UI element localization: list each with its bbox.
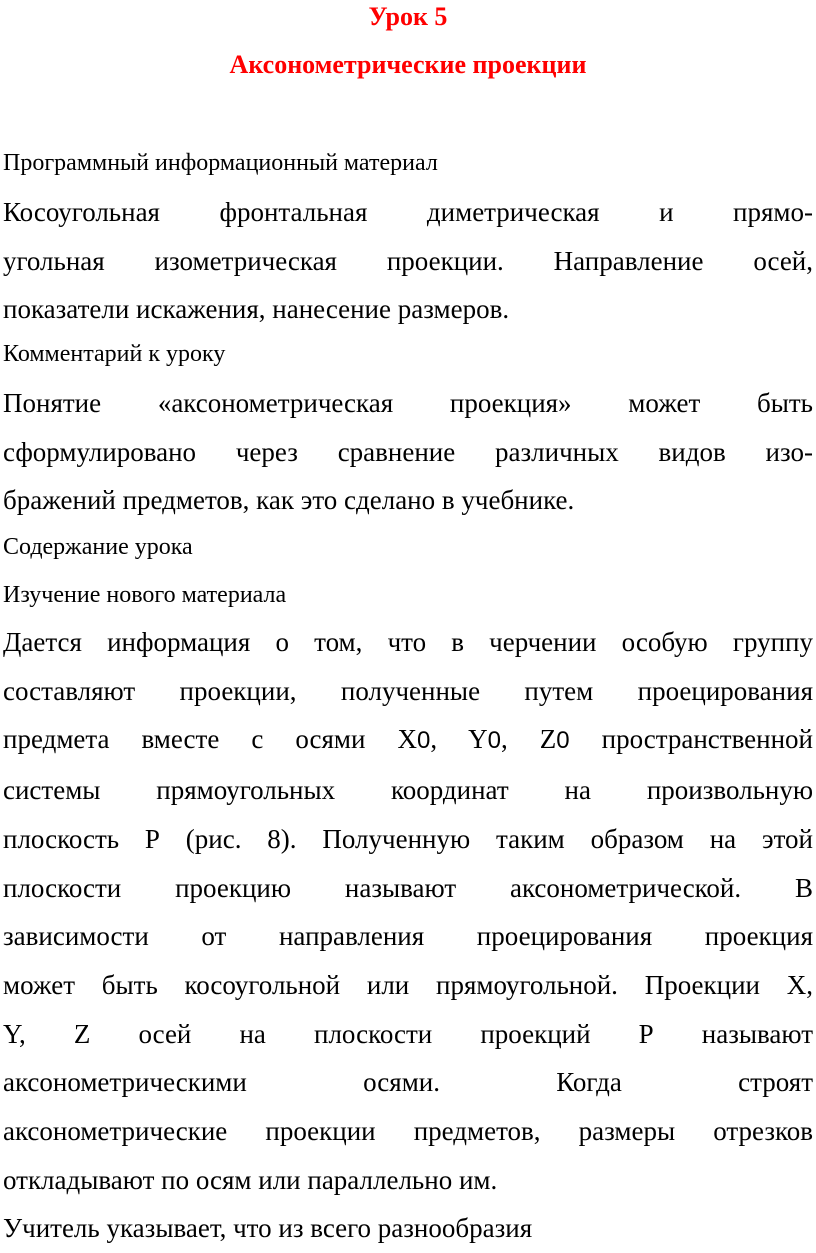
axes-text-1: предмета вместе с осями X bbox=[3, 724, 417, 755]
paragraph-line: Y, Z осей на плоскости проекций Р называют bbox=[3, 1018, 813, 1049]
paragraph-content bbox=[3, 618, 813, 1253]
paragraph-line: аксонометрические проекции предметов, размеры отрезков bbox=[3, 1116, 813, 1147]
paragraph-line: Понятие «аксонометрическая проекция» может быть bbox=[3, 388, 813, 418]
paragraph-line: составляют проекции, полученные путем проецирования bbox=[3, 675, 813, 706]
paragraph-line: Дается информация о том, что в черчении особую группу bbox=[3, 627, 813, 657]
paragraph-comment bbox=[3, 379, 813, 525]
lesson-subtitle: Аксонометрические проекции bbox=[229, 50, 587, 79]
axis-index: 0 bbox=[556, 727, 570, 755]
section-heading-content: Содержание урока bbox=[3, 534, 193, 560]
axes-text-2: , Y bbox=[430, 724, 488, 755]
paragraph-line: Учитель указывает, что из всего разнообразия bbox=[3, 1213, 533, 1244]
paragraph-line: плоскость Р (рис. 8). Полученную таким образом на этой bbox=[3, 823, 813, 854]
paragraph-line: аксонометрическими осями. Когда строят bbox=[3, 1067, 813, 1098]
paragraph-line: угольная изометрическая проекции. Направление осей, bbox=[3, 245, 813, 276]
axis-index: 0 bbox=[416, 727, 431, 755]
paragraph-line: зависимости от направления проецирования проекция bbox=[3, 921, 813, 952]
axes-text-4: пространственной bbox=[569, 724, 814, 755]
axes-text-3: , Z bbox=[500, 724, 557, 755]
paragraph-line: откладывают по осям или параллельно им. bbox=[3, 1164, 498, 1195]
lesson-title: Урок 5 bbox=[368, 2, 448, 31]
paragraph-line: плоскости проекцию называют аксонометрической. В bbox=[3, 872, 813, 903]
paragraph-line: показатели искажения, нанесение размеров. bbox=[3, 294, 510, 325]
paragraph-line: системы прямоугольных координат на произвольную bbox=[3, 775, 813, 806]
paragraph-line: может быть косоугольной или прямоугольной. Проекции X, bbox=[3, 969, 813, 1000]
paragraph-line: бражений предметов, как это сделано в учебнике. bbox=[3, 485, 575, 516]
section-heading-comment: Комментарий к уроку bbox=[3, 341, 226, 367]
paragraph-line: сформулировано через сравнение различных видов изо- bbox=[3, 436, 813, 467]
paragraph-program bbox=[3, 188, 813, 334]
paragraph-line-axes bbox=[3, 715, 813, 766]
section-heading-program: Программный информационный материал bbox=[3, 150, 438, 176]
section-subheading-new-material: Изучение нового материала bbox=[3, 582, 287, 608]
paragraph-line: Косоугольная фронтальная диметрическая и прямо- bbox=[3, 197, 813, 227]
axis-index: 0 bbox=[487, 727, 501, 755]
